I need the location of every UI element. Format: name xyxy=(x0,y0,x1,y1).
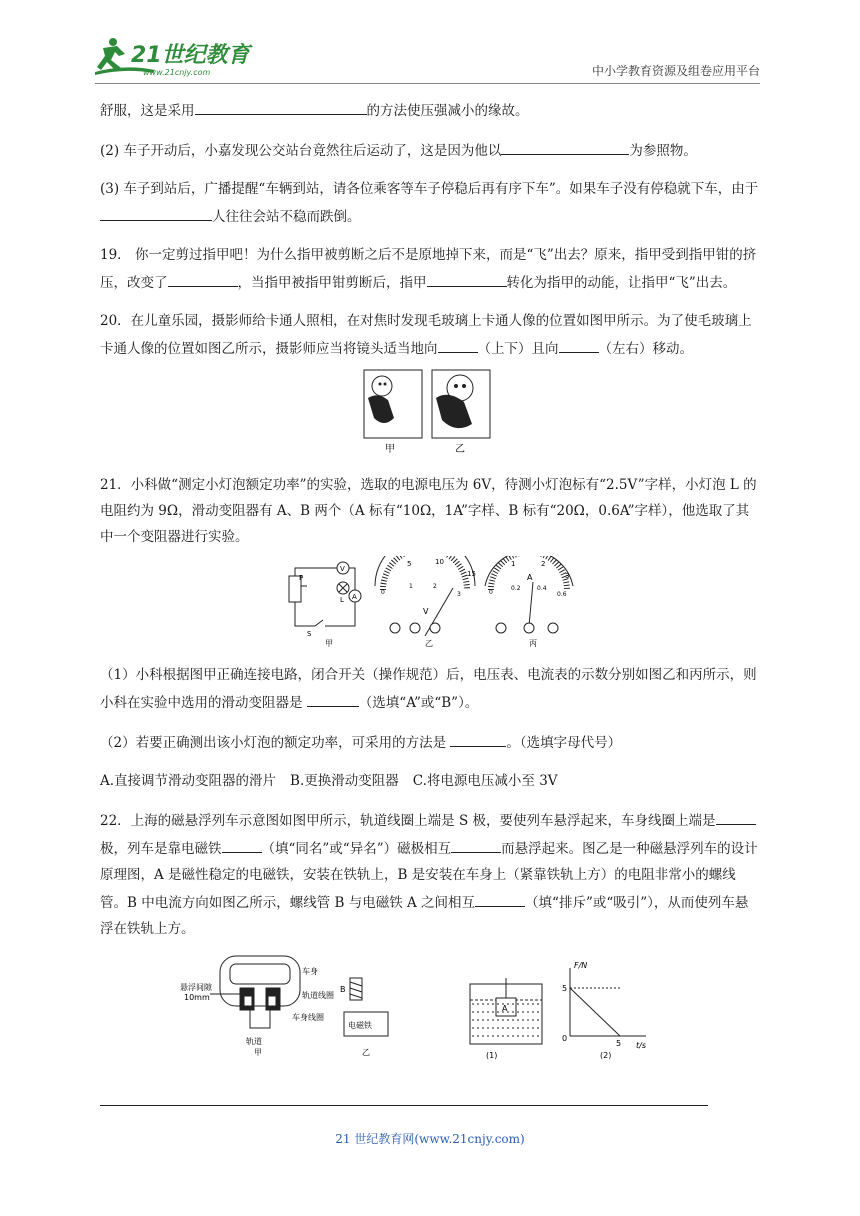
svg-text:甲: 甲 xyxy=(325,639,333,648)
svg-text:轨道: 轨道 xyxy=(246,1037,262,1046)
svg-text:www.21cnjy.com: www.21cnjy.com xyxy=(143,68,211,77)
answer-blank[interactable] xyxy=(100,202,212,221)
question-20: 20．在儿童乐园，摄影师给卡通人照相，在对焦时发现毛玻璃上卡通人像的位置如图甲所示。为了使毛玻璃上卡通人像的位置如图乙所示，摄影师应当将镜头适当地向 （上下）且向 （左右）移动。 xyxy=(100,313,752,357)
svg-text:1: 1 xyxy=(511,560,516,568)
svg-text:A: A xyxy=(352,593,357,601)
svg-text:轨道线圈: 轨道线圈 xyxy=(302,991,334,1000)
svg-text:10mm: 10mm xyxy=(184,993,210,1002)
svg-text:(2): (2) xyxy=(600,1051,612,1060)
svg-text:丙: 丙 xyxy=(529,639,537,648)
answer-blank[interactable] xyxy=(716,806,756,825)
force-time-graph xyxy=(570,968,646,1036)
svg-text:L: L xyxy=(340,596,344,604)
svg-text:甲: 甲 xyxy=(254,1048,262,1057)
svg-text:悬浮间隙: 悬浮间隙 xyxy=(180,983,212,992)
q21-choices xyxy=(100,768,760,794)
svg-text:1: 1 xyxy=(409,583,413,590)
svg-text:0: 0 xyxy=(381,589,385,596)
q18-line1: 舒服，这是采用 的方法使压强减小的缘故。 xyxy=(100,96,760,124)
svg-text:3: 3 xyxy=(565,572,570,580)
answer-blank[interactable] xyxy=(559,334,599,353)
svg-text:乙: 乙 xyxy=(425,639,433,648)
svg-text:乙: 乙 xyxy=(455,444,465,455)
choice-b: B.更换滑动变阻器 xyxy=(290,773,399,789)
svg-text:V: V xyxy=(423,607,429,616)
q20-figure xyxy=(360,368,500,458)
header-divider xyxy=(95,83,760,84)
svg-text:A: A xyxy=(527,573,533,582)
q21-part2: （2）若要正确测出该小灯泡的额定功率，可采用的方法是 。（选填字母代号） xyxy=(100,728,760,756)
choice-a: A.直接调节滑动变阻器的滑片 xyxy=(100,773,277,789)
svg-text:2: 2 xyxy=(433,583,437,590)
page-footer[interactable]: 21 世纪教育网(www.21cnjy.com) xyxy=(335,1132,525,1146)
svg-text:5: 5 xyxy=(616,1039,622,1048)
q21-part1: （1）小科根据图甲正确连接电路，闭合开关（操作规范）后，电压表、电流表的示数分别如图乙和丙所示，则小科在实验中选用的滑动变阻器是 （选填“A”或“B”）。 xyxy=(100,667,757,711)
svg-text:5: 5 xyxy=(407,560,412,568)
svg-text:P: P xyxy=(299,574,304,582)
svg-text:2: 2 xyxy=(541,560,546,568)
circuit-diagram-jia xyxy=(289,562,361,626)
answer-blank[interactable] xyxy=(450,728,506,747)
maglev-train-diagram xyxy=(210,956,300,1028)
platform-name: 中小学教育资源及组卷应用平台 xyxy=(591,64,760,78)
svg-text:V: V xyxy=(340,565,345,573)
q21-figure xyxy=(285,556,575,648)
svg-text:10: 10 xyxy=(435,558,444,566)
svg-text:S: S xyxy=(307,630,312,638)
document-body xyxy=(100,96,760,1082)
svg-text:3: 3 xyxy=(457,591,461,598)
svg-text:B: B xyxy=(340,985,346,994)
svg-text:0.2: 0.2 xyxy=(511,585,521,592)
svg-text:0.4: 0.4 xyxy=(537,585,547,592)
svg-text:(1): (1) xyxy=(486,1051,498,1060)
q18-part3: (3) 车子到站后，广播提醒“车辆到站，请各位乘客等车子停稳后再有序下车”。如果车子没有停稳就下车，由于人往往会站不稳而跌倒。 xyxy=(100,181,759,225)
footer-divider xyxy=(100,1105,708,1106)
svg-text:15: 15 xyxy=(467,570,476,578)
svg-text:A: A xyxy=(502,1004,508,1013)
answer-blank[interactable] xyxy=(307,688,359,707)
svg-text:0.6: 0.6 xyxy=(557,591,567,598)
q18-part2: (2) 车子开动后，小嘉发现公交站台竟然往后运动了，这是因为他以 为参照物。 xyxy=(100,136,760,164)
page-header xyxy=(95,28,760,84)
question-22: 22．上海的磁悬浮列车示意图如图甲所示，轨道线圈上端是 S 极，要使列车悬浮起来，车身线圈上端是极，列车是靠电磁铁 （填“同名”或“异名”）磁极相互 而悬浮起来。图乙是一种磁悬浮列车的设计原理图，A 是磁性稳定的电磁铁，安装在铁轨上，B 是安装在车身上（紧靠铁轨上方）的电阻非常小的螺线管。B 中电流方向如图乙所示，螺线管 B 与电磁铁 A 之间相互 （填“排斥”或“吸引”），从而使列车悬浮在铁轨上方。 xyxy=(100,806,760,942)
svg-text:乙: 乙 xyxy=(362,1048,370,1057)
svg-text:甲: 甲 xyxy=(385,444,395,455)
svg-text:t/s: t/s xyxy=(636,1041,646,1050)
answer-blank[interactable] xyxy=(438,334,478,353)
q22-figures xyxy=(170,948,770,1068)
choice-c: C.将电源电压减小至 3V xyxy=(412,773,558,789)
answer-blank[interactable] xyxy=(222,834,262,853)
question-21: 21．小科做“测定小灯泡额定功率”的实验，选取的电源电压为 6V，待测小灯泡标有“2.5V”字样，小灯泡 L 的电阻约为 9Ω，滑动变阻器有 A、B 两个（A 标有“10Ω，1A”字样、B 标有“20Ω，0.6A”字样），他选取了其中一个变阻器进行实验。 xyxy=(100,477,757,545)
svg-text:电磁铁: 电磁铁 xyxy=(348,1021,372,1030)
answer-blank[interactable] xyxy=(451,834,501,853)
svg-text:车身: 车身 xyxy=(302,967,318,976)
question-19: 19． 你一定剪过指甲吧！为什么指甲被剪断之后不是原地掉下来，而是“飞”出去？原来，指甲受到指甲钳的挤压，改变了 ，当指甲被指甲钳剪断后，指甲 转化为指甲的动能，让指甲“飞”出去。 xyxy=(100,247,757,291)
svg-text:21世纪教育: 21世纪教育 xyxy=(131,43,250,68)
svg-text:5: 5 xyxy=(562,984,568,993)
answer-blank[interactable] xyxy=(195,96,367,115)
answer-blank[interactable] xyxy=(475,888,525,907)
answer-blank[interactable] xyxy=(427,268,507,287)
svg-text:0: 0 xyxy=(489,589,493,596)
answer-blank[interactable] xyxy=(168,268,238,287)
svg-text:车身线圈: 车身线圈 xyxy=(292,1013,324,1022)
svg-text:F/N: F/N xyxy=(574,961,588,970)
svg-text:0: 0 xyxy=(562,1034,568,1043)
site-logo xyxy=(95,34,255,78)
answer-blank[interactable] xyxy=(501,136,629,155)
